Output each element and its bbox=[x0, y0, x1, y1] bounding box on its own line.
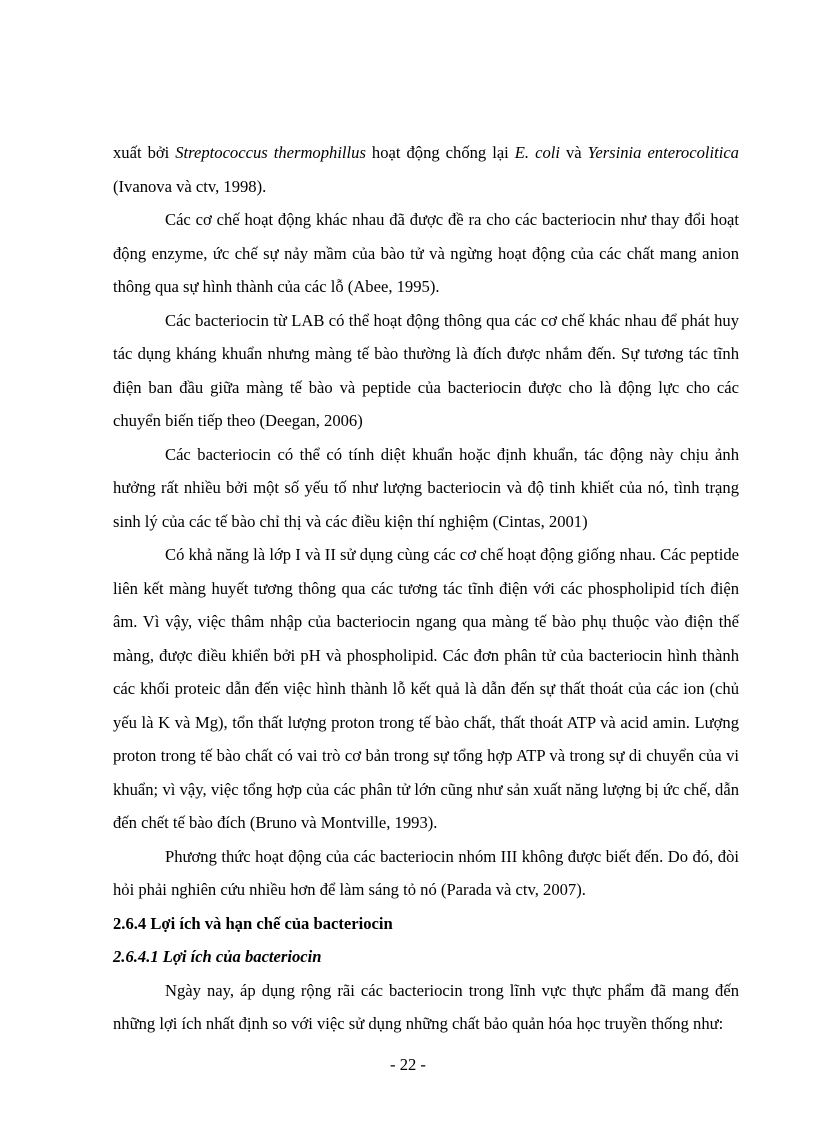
text-segment: Phương thức hoạt động của các bacteriocin nhóm III không được biết đến. Do đó, đòi hỏi phải nghiên cứu nhiều hơn để làm sáng tỏ nó (Parada và ctv, 2007). bbox=[113, 846, 739, 899]
body-paragraph bbox=[113, 304, 739, 438]
species-name: Streptococcus thermophillus bbox=[175, 143, 366, 162]
species-name: Yersinia enterocolitica bbox=[587, 143, 739, 162]
body-paragraph bbox=[113, 136, 739, 203]
text-segment: Các bacteriocin có thể có tính diệt khuẩn hoặc định khuẩn, tác động này chịu ảnh hưởng rất nhiều bởi một số yếu tố như lượng bacteriocin và độ tinh khiết của nó, tình trạng sinh lý của các tế bào chỉ thị và các điều kiện thí nghiệm (Cintas, 2001) bbox=[113, 444, 739, 531]
text-segment: Có khả năng là lớp I và II sử dụng cùng các cơ chế hoạt động giống nhau. Các peptide liên kết màng huyết tương thông qua các tương tác tĩnh điện với các phospholipid tích điện âm. Vì vậy, việc thâm nhập của bacteriocin ngang qua màng tế bào phụ thuộc vào điện thế màng, được điều khiển bởi pH và phospholipid. Các đơn phân tử của bacteriocin hình thành các khối proteic dẫn đến việc hình thành lỗ kết quả là dẫn đến sự thất thoát của các ion (chủ yếu là K và Mg), tổn thất lượng proton trong tế bào chất, thất thoát ATP và acid amin. Lượng proton trong tế bào chất có vai trò cơ bản trong sự tổng hợp ATP và trong sự di chuyển của vi khuẩn; vì vậy, việc tổng hợp của các phân tử lớn cũng như sản xuất năng lượng bị ức chế, dẫn đến chết tế bào đích (Bruno và Montville, 1993). bbox=[113, 545, 739, 832]
body-paragraph bbox=[113, 438, 739, 539]
species-name: E. coli bbox=[514, 143, 560, 162]
text-segment: (Ivanova và ctv, 1998). bbox=[113, 176, 267, 196]
text-segment: Các bacteriocin từ LAB có thể hoạt động thông qua các cơ chế khác nhau để phát huy tác dụng kháng khuẩn nhưng màng tế bào thường là đích được nhắm đến. Sự tương tác tĩnh điện ban đầu giữa màng tế bào và peptide của bacteriocin được cho là động lực cho các chuyển biến tiếp theo (Deegan, 2006) bbox=[113, 310, 739, 430]
text-segment: và bbox=[559, 143, 588, 162]
section-heading: 2.6.4 Lợi ích và hạn chế của bacteriocin bbox=[113, 913, 393, 933]
text-segment: hoạt động chống lại bbox=[365, 143, 515, 162]
body-paragraph bbox=[113, 203, 739, 304]
body-paragraph bbox=[113, 840, 739, 907]
text-segment: Các cơ chế hoạt động khác nhau đã được đề ra cho các bacteriocin như thay đổi hoạt động enzyme, ức chế sự nảy mầm của bào tử và ngừng hoạt động của các chất mang anion thông qua sự hình thành của các lỗ (Abee, 1995). bbox=[113, 210, 739, 296]
page-body bbox=[113, 136, 739, 1041]
text-segment: xuất bởi bbox=[113, 143, 176, 162]
subsection-heading: 2.6.4.1 Lợi ích của bacteriocin bbox=[113, 947, 322, 966]
body-paragraph bbox=[113, 538, 739, 840]
page-number: - 22 - bbox=[390, 1055, 426, 1074]
body-paragraph: Ngày nay, áp dụng rộng rãi các bacteriocin trong lĩnh vực thực phẩm đã mang đến những lợi ích nhất định so với việc sử dụng những chất bảo quản hóa học truyền thống như: bbox=[113, 980, 739, 1033]
